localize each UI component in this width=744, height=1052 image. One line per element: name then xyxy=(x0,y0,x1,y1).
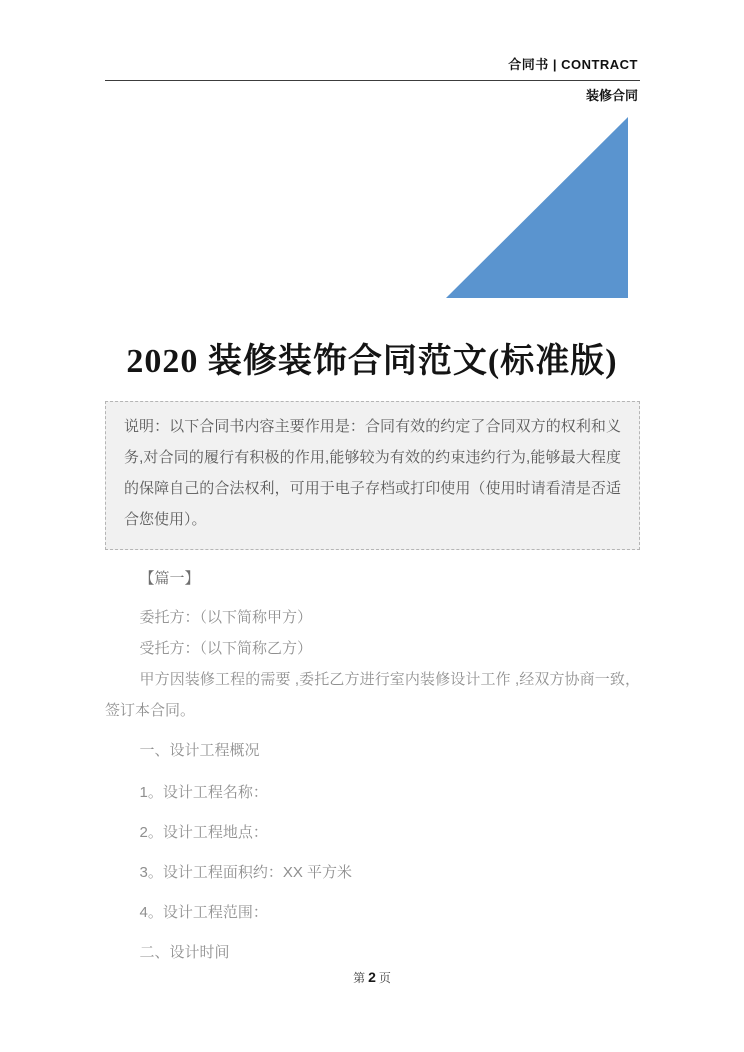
page-title: 2020 装修装饰合同范文(标准版) xyxy=(126,343,618,380)
footer-prefix: 第 xyxy=(353,971,366,985)
triangle-shape xyxy=(446,117,628,298)
document-body xyxy=(105,563,640,968)
footer-page-number: 2 xyxy=(368,969,376,985)
section-heading-1: 一、设计工程概况 xyxy=(139,742,260,759)
decorative-triangle-icon xyxy=(446,117,628,298)
header-rule xyxy=(105,80,640,81)
section-label: 【篇一】 xyxy=(139,570,200,587)
footer-suffix: 页 xyxy=(378,971,391,985)
list-item-4: 4。设计工程范围： xyxy=(139,904,268,921)
header-subtitle: 装修合同 xyxy=(585,88,638,103)
list-item-1: 1。设计工程名称： xyxy=(139,784,268,801)
notice-box xyxy=(105,401,640,550)
page-footer xyxy=(0,969,744,986)
list-item-3: 3。设计工程面积约：XX 平方米 xyxy=(139,864,353,881)
section-heading-2: 二、设计时间 xyxy=(139,944,230,961)
notice-text: 说明：以下合同书内容主要作用是：合同有效的约定了合同双方的权利和义务,对合同的履行有积极的作用,能够较为有效的约束违约行为,能够最大程度的保障自己的合法权利，可用于电子存档或打印使用（使用时请看清是否适合您使用）。 xyxy=(124,418,621,528)
party-b-line: 受托方：（以下简称乙方） xyxy=(139,640,313,657)
list-item-2: 2。设计工程地点： xyxy=(139,824,268,841)
party-a-line: 委托方：（以下简称甲方） xyxy=(139,609,313,626)
intro-paragraph: 甲方因装修工程的需要 ,委托乙方进行室内装修设计工作 ,经双方协商一致，签订本合同。 xyxy=(105,671,640,719)
header-doc-type: 合同书 | CONTRACT xyxy=(508,57,638,72)
